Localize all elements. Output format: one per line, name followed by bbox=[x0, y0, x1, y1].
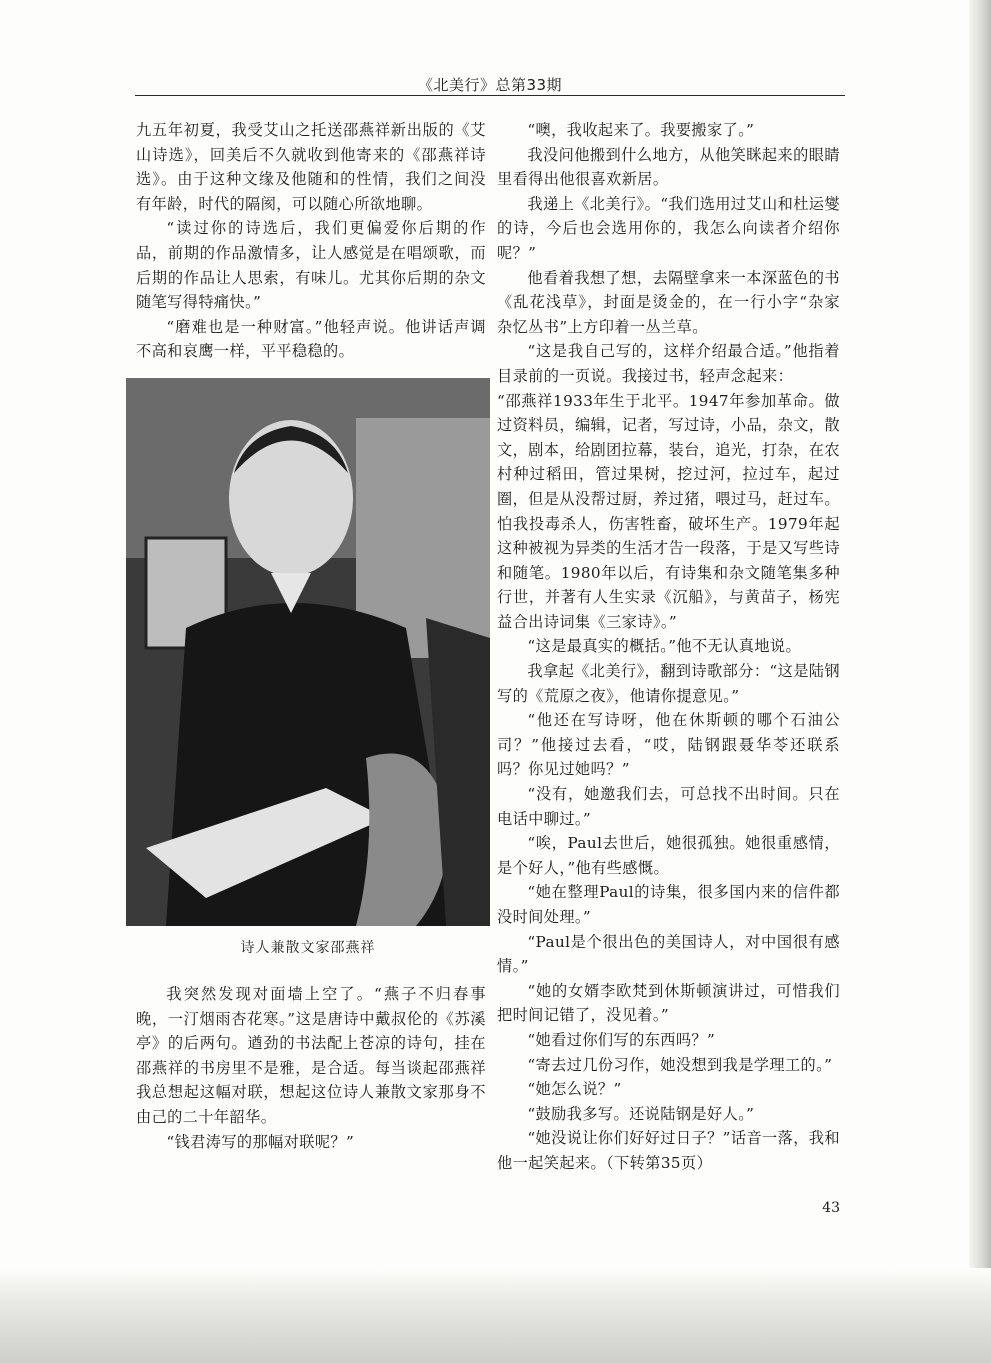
page-number: 43 bbox=[822, 1200, 840, 1216]
paragraph: “她的女婿李欧梵到休斯顿演讲过，可惜我们把时间记错了，没见着。” bbox=[497, 981, 840, 1025]
paragraph: “读过你的诗选后，我们更偏爱你后期的作品，前期的作品激情多，让人感觉是在唱颂歌，而后期的作品让人思索，有味儿。尤其你后期的杂文随笔写得特痛快。” bbox=[136, 219, 486, 312]
paragraph: “她在整理Paul的诗集，很多国内来的信件都没时间处理。” bbox=[497, 883, 840, 926]
quoted-biography: “邵燕祥1933年生于北平。1947年参加革命。做过资料员，编辑，记者，写过诗，小品，杂文，散文，剧本，给剧团拉幕，装台，追光，打杂，在农村种过稻田，管过果树，挖过河，拉过车，起过圈，但是从没帮过厨，养过猪，喂过马，赶过车。怕我投毒杀人，伤害牲畜，破坏生产。1979年起这种被视为异类的生活才告一段落，于是又写些诗和随笔。1980年以后，有诗集和杂文随笔集多种行世，并著有人生实录《沉船》，与黄苗子，杨宪益合出诗词集《三家诗》。” bbox=[497, 391, 840, 631]
paragraph: 我突然发现对面墙上空了。“燕子不归春事晚，一汀烟雨杏花寒。”这是唐诗中戴叔伦的《苏溪亭》的后两句。遒劲的书法配上苍凉的诗句，挂在邵燕祥的书房里不是雅，是合适。每当谈起邵燕祥我总想起这幅对联，想起这位诗人兼散文家那身不由己的二十年韶华。 bbox=[136, 985, 486, 1126]
paragraph: 我没问他搬到什么地方，从他笑眯起来的眼睛里看得出他很喜欢新居。 bbox=[497, 145, 840, 189]
scan-edge-bottom bbox=[0, 1268, 991, 1363]
paragraph: “这是最真实的概括。”他不无认真地说。 bbox=[527, 637, 802, 656]
paragraph: “钱君涛写的那幅对联呢？” bbox=[166, 1132, 355, 1151]
running-header: 《北美行》总第33期 bbox=[417, 76, 563, 94]
paragraph: “他还在写诗呀，他在休斯顿的哪个石油公司？”他接过去看，“哎，陆钢跟聂华苓还联系吗？你见过她吗？” bbox=[497, 711, 840, 779]
portrait-photo bbox=[126, 378, 490, 926]
header-rule bbox=[135, 95, 845, 96]
right-column bbox=[497, 118, 840, 1176]
paragraph: “Paul是个很出色的美国诗人，对中国很有感情。” bbox=[497, 932, 840, 976]
paragraph: 九五年初夏，我受艾山之托送邵燕祥新出版的《艾山诗选》，回美后不久就收到他寄来的《邵燕祥诗选》。由于这种文缘及他随和的性情，我们之间没有年龄，时代的隔阂，可以随心所欲地聊。 bbox=[136, 121, 486, 213]
paragraph: 他看着我想了想，去隔壁拿来一本深蓝色的书《乱花浅草》，封面是烫金的，在一行小字“杂家杂忆丛书”上方印着一丛兰草。 bbox=[497, 268, 840, 336]
paragraph: “没有，她邀我们去，可总找不出时间。只在电话中聊过。” bbox=[497, 785, 840, 828]
paragraph: “噢，我收起来了。我要搬家了。” bbox=[527, 121, 755, 139]
paragraph: “她看过你们写的东西吗？” bbox=[527, 1030, 716, 1049]
paragraph: 我拿起《北美行》，翻到诗歌部分：“这是陆钢写的《荒原之夜》，他请你提意见。” bbox=[497, 662, 840, 705]
left-column-bottom bbox=[136, 982, 486, 1154]
paragraph: “磨难也是一种财富。”他轻声说。他讲话声调不高和哀鹰一样，平平稳稳的。 bbox=[136, 317, 486, 361]
left-column-top bbox=[136, 118, 486, 364]
paragraph: “她没说让你们好好过日子？”话音一落，我和他一起笑起来。（下转第35页） bbox=[497, 1129, 840, 1172]
paragraph: “寄去过几份习作，她没想到我是学理工的。” bbox=[527, 1055, 833, 1074]
paragraph: 我递上《北美行》。“我们选用过艾山和杜运燮的诗，今后也会选用你的，我怎么向读者介绍你呢？” bbox=[497, 194, 840, 262]
paragraph: “她怎么说？” bbox=[527, 1080, 622, 1099]
scan-edge-right bbox=[969, 0, 991, 1363]
paragraph: “这是我自己写的，这样介绍最合适。”他指着目录前的一页说。我接过书，轻声念起来： bbox=[497, 342, 840, 385]
paragraph: “鼓励我多写。还说陆钢是好人。” bbox=[527, 1104, 755, 1123]
photo-caption: 诗人兼散文家邵燕祥 bbox=[240, 940, 376, 956]
paragraph: “唉，Paul去世后，她很孤独。她很重感情，是个好人，”他有些感慨。 bbox=[497, 834, 840, 877]
